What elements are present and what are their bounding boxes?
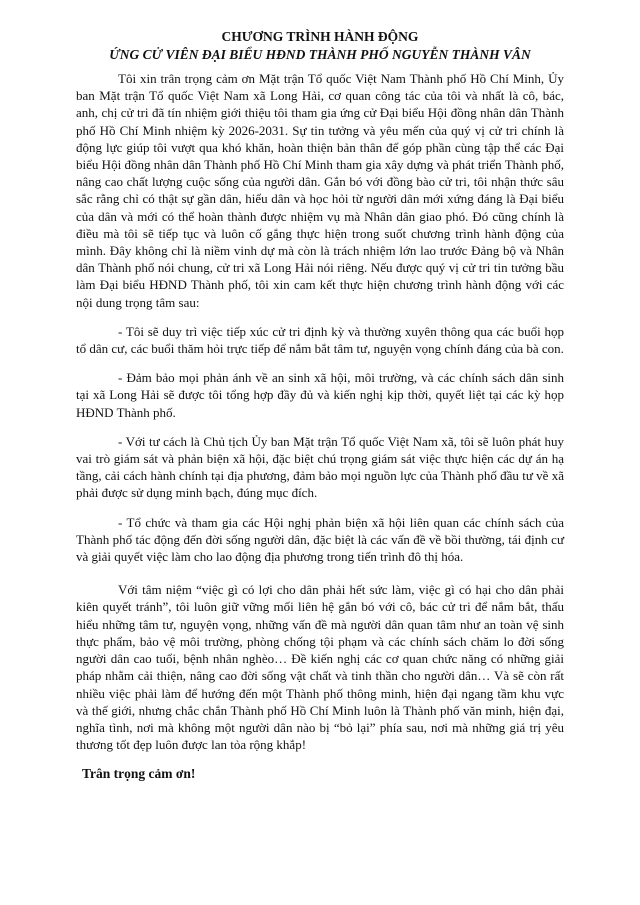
document-title: CHƯƠNG TRÌNH HÀNH ĐỘNG xyxy=(221,29,419,44)
commitment-point-4: - Tổ chức và tham gia các Hội nghị phản biện xã hội liên quan các chính sách của Thành phố tác động đến đời sống người dân, đặc biệt là các vấn đề về bồi thường, tái định cư và giải quyết việc làm cho lao động địa phương trong tiến trình đô thị hóa. xyxy=(76,514,564,565)
document-subtitle: ỨNG CỬ VIÊN ĐẠI BIỂU HĐND THÀNH PHỐ NGUYỄN THÀNH VÂN xyxy=(109,47,531,62)
closing-line: Trân trọng cảm ơn! xyxy=(82,766,196,782)
commitment-point-2: - Đảm bảo mọi phản ánh về an sinh xã hội, môi trường, và các chính sách dân sinh tại xã Long Hải sẽ được tôi tổng hợp đầy đủ và kiến nghị kịp thời, quyết liệt tại các kỳ họp HĐND Thành phố. xyxy=(76,370,564,420)
commitment-point-3: - Với tư cách là Chủ tịch Ủy ban Mặt trận Tổ quốc Việt Nam xã, tôi sẽ luôn phát huy vai trò giám sát và phản biện xã hội, đặc biệt chú trọng giám sát việc thực hiện các dự án hạ tầng, cải cách hành chính tại địa phương, đảm bảo mọi nguồn lực của Thành phố đầu tư về xã phải được sử dụng minh bạch, đúng mục đích. xyxy=(76,433,564,501)
intro-paragraph: Tôi xin trân trọng cảm ơn Mặt trận Tổ quốc Việt Nam Thành phố Hồ Chí Minh, Ủy ban Mặt trận Tổ quốc Việt Nam xã Long Hải, cơ quan công tác của tôi và nhất là cô, bác, anh, chị cử tri đã tín nhiệm giới thiệu tôi tham gia ứng cử Đại biểu Hội đồng nhân dân Thành phố Hồ Chí Minh nhiệm kỳ 2026-2031. Sự tin tưởng và yêu mến của quý vị cử tri chính là động lực giúp tôi vượt qua khó khăn, hoàn thiện bản thân để góp phần cùng tập thể các Đại biểu Hội đồng nhân dân Thành phố Hồ Chí Minh tham gia xây dựng và phát triển Thành phố, nâng cao chất lượng cuộc sống của người dân. Gắn bó với đồng bào cử tri, tôi nhận thức sâu sắc rằng chỉ có thật sự gần dân, hiểu dân và học hỏi từ người dân mới xứng đáng là Đại biểu của dân và mới có thể hoàn thành được nhiệm vụ mà Nhân dân giao phó. Đó cũng chính là điều mà tôi sẽ tiếp tục và luôn cố gắng thực hiện trong suốt chương trình hành động của mình. Đây không chỉ là niềm vinh dự mà còn là trách nhiệm lớn lao trước Đảng bộ và Nhân dân Thành phố nói chung, cử tri xã Long Hải nói riêng. Nếu được quý vị cử tri tin tưởng bầu làm Đại biểu HĐND Thành phố, tôi xin cam kết thực hiện chương trình hành động với các nội dung trọng tâm sau: xyxy=(76,71,564,310)
conclusion-paragraph: Với tâm niệm “việc gì có lợi cho dân phải hết sức làm, việc gì có hại cho dân phải kiên quyết tránh”, tôi luôn giữ vững mối liên hệ gắn bó với cô, bác cử tri để nắm bắt, thấu hiểu những tâm tư, nguyện vọng, những vấn đề mà người dân quan tâm như an toàn vệ sinh thực phẩm, bảo vệ môi trường, phòng chống tội phạm và các chính sách chăm lo đời sống người dân cao tuổi, bệnh nhân nghèo… Đề kiến nghị các cơ quan chức năng có những giải pháp nhằm cải thiện, nâng cao đời sống vật chất và tinh thần cho người dân… Và sẽ còn rất nhiều việc phải làm để hướng đến một Thành phố thông minh, hiện đại ngang tầm khu vực và thế giới, nhưng chắc chắn Thành phố Hồ Chí Minh luôn là Thành phố văn minh, hiện đại, nghĩa tình, nơi mà không một người dân nào bị “bỏ lại” phía sau, nơi mà những giá trị yêu thương tốt đẹp luôn được lan tỏa rộng khắp! xyxy=(76,582,564,753)
commitment-point-1: - Tôi sẽ duy trì việc tiếp xúc cử tri định kỳ và thường xuyên thông qua các buổi họp tổ dân cư, các buổi thăm hỏi trực tiếp để nắm bắt tâm tư, nguyện vọng chính đáng của bà con. xyxy=(76,323,564,357)
